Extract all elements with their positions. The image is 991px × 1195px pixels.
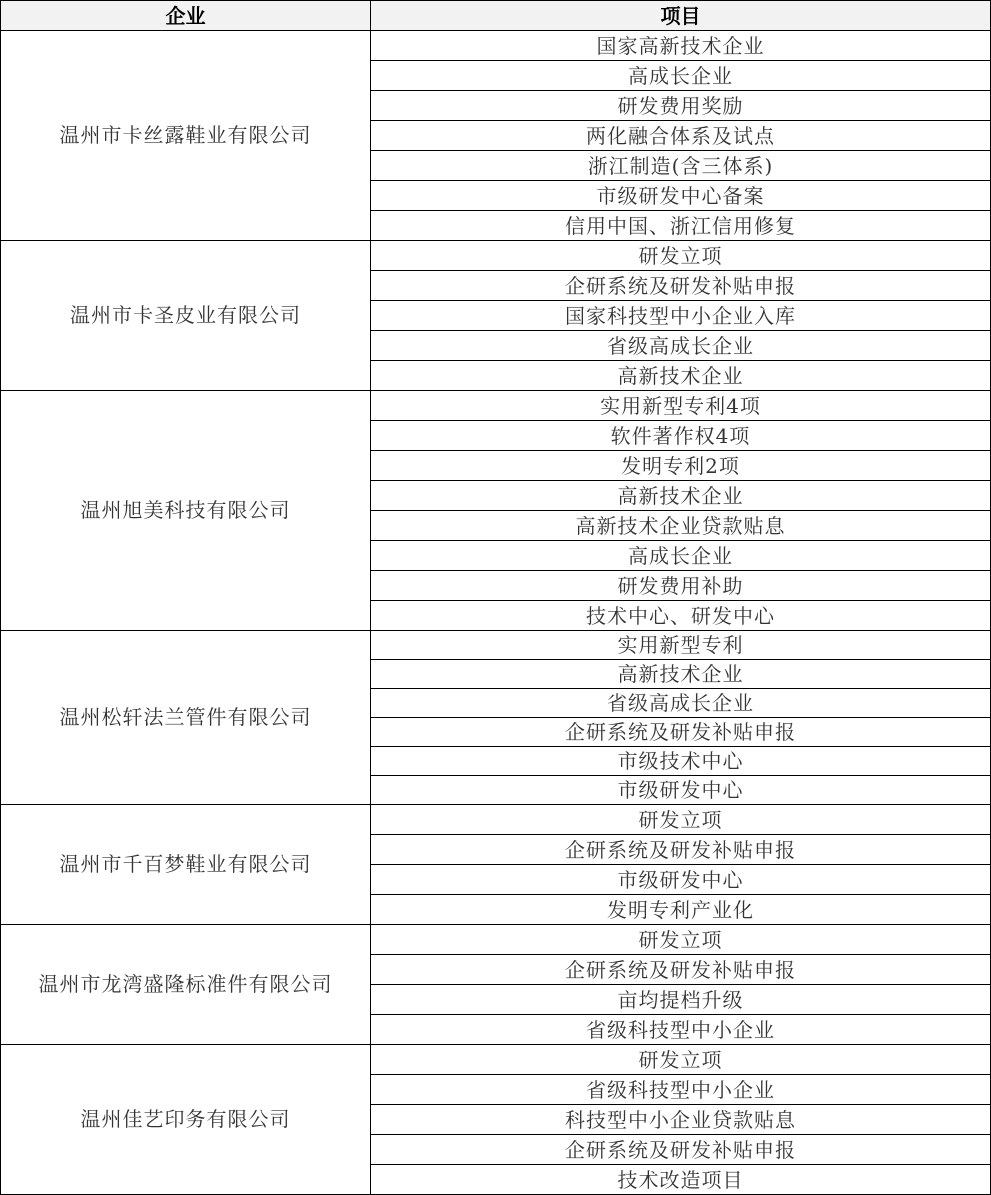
company-cell: 温州市卡丝露鞋业有限公司 bbox=[0, 30, 371, 241]
project-cell: 企研系统及研发补贴申报 bbox=[370, 834, 991, 865]
project-cell: 高成长企业 bbox=[370, 60, 991, 91]
project-cell: 研发费用奖励 bbox=[370, 90, 991, 121]
project-cell: 市级研发中心 bbox=[370, 775, 991, 805]
company-cell: 温州旭美科技有限公司 bbox=[0, 390, 371, 631]
project-cell: 高成长企业 bbox=[370, 540, 991, 571]
project-cell: 研发立项 bbox=[370, 1044, 991, 1075]
project-cell: 研发立项 bbox=[370, 804, 991, 835]
project-cell: 省级科技型中小企业 bbox=[370, 1014, 991, 1045]
project-cell: 发明专利产业化 bbox=[370, 894, 991, 925]
project-cell: 企研系统及研发补贴申报 bbox=[370, 717, 991, 747]
project-cell: 省级高成长企业 bbox=[370, 688, 991, 718]
project-cell: 研发立项 bbox=[370, 924, 991, 955]
project-cell: 技术中心、研发中心 bbox=[370, 600, 991, 631]
project-cell: 省级科技型中小企业 bbox=[370, 1074, 991, 1105]
project-cell: 国家高新技术企业 bbox=[370, 30, 991, 61]
header-project: 项目 bbox=[370, 0, 991, 31]
project-cell: 两化融合体系及试点 bbox=[370, 120, 991, 151]
project-cell: 信用中国、浙江信用修复 bbox=[370, 210, 991, 241]
company-cell: 温州佳艺印务有限公司 bbox=[0, 1044, 371, 1195]
project-cell: 高新技术企业 bbox=[370, 360, 991, 391]
project-cell: 实用新型专利 bbox=[370, 630, 991, 660]
company-cell: 温州松轩法兰管件有限公司 bbox=[0, 630, 371, 805]
company-cell: 温州市龙湾盛隆标准件有限公司 bbox=[0, 924, 371, 1045]
project-cell: 企研系统及研发补贴申报 bbox=[370, 270, 991, 301]
project-cell: 研发立项 bbox=[370, 240, 991, 271]
project-cell: 亩均提档升级 bbox=[370, 984, 991, 1015]
company-cell: 温州市卡圣皮业有限公司 bbox=[0, 240, 371, 391]
project-cell: 国家科技型中小企业入库 bbox=[370, 300, 991, 331]
project-cell: 发明专利2项 bbox=[370, 450, 991, 481]
project-cell: 软件著作权4项 bbox=[370, 420, 991, 451]
project-cell: 科技型中小企业贷款贴息 bbox=[370, 1104, 991, 1135]
project-cell: 市级研发中心备案 bbox=[370, 180, 991, 211]
project-cell: 技术改造项目 bbox=[370, 1164, 991, 1195]
header-company: 企业 bbox=[0, 0, 371, 31]
project-cell: 实用新型专利4项 bbox=[370, 390, 991, 421]
project-cell: 企研系统及研发补贴申报 bbox=[370, 1134, 991, 1165]
project-cell: 高新技术企业贷款贴息 bbox=[370, 510, 991, 541]
project-cell: 市级研发中心 bbox=[370, 864, 991, 895]
project-cell: 省级高成长企业 bbox=[370, 330, 991, 361]
project-cell: 市级技术中心 bbox=[370, 746, 991, 776]
company-cell: 温州市千百梦鞋业有限公司 bbox=[0, 804, 371, 925]
project-cell: 企研系统及研发补贴申报 bbox=[370, 954, 991, 985]
project-cell: 研发费用补助 bbox=[370, 570, 991, 601]
project-cell: 高新技术企业 bbox=[370, 480, 991, 511]
project-cell: 浙江制造(含三体系) bbox=[370, 150, 991, 181]
project-cell: 高新技术企业 bbox=[370, 659, 991, 689]
